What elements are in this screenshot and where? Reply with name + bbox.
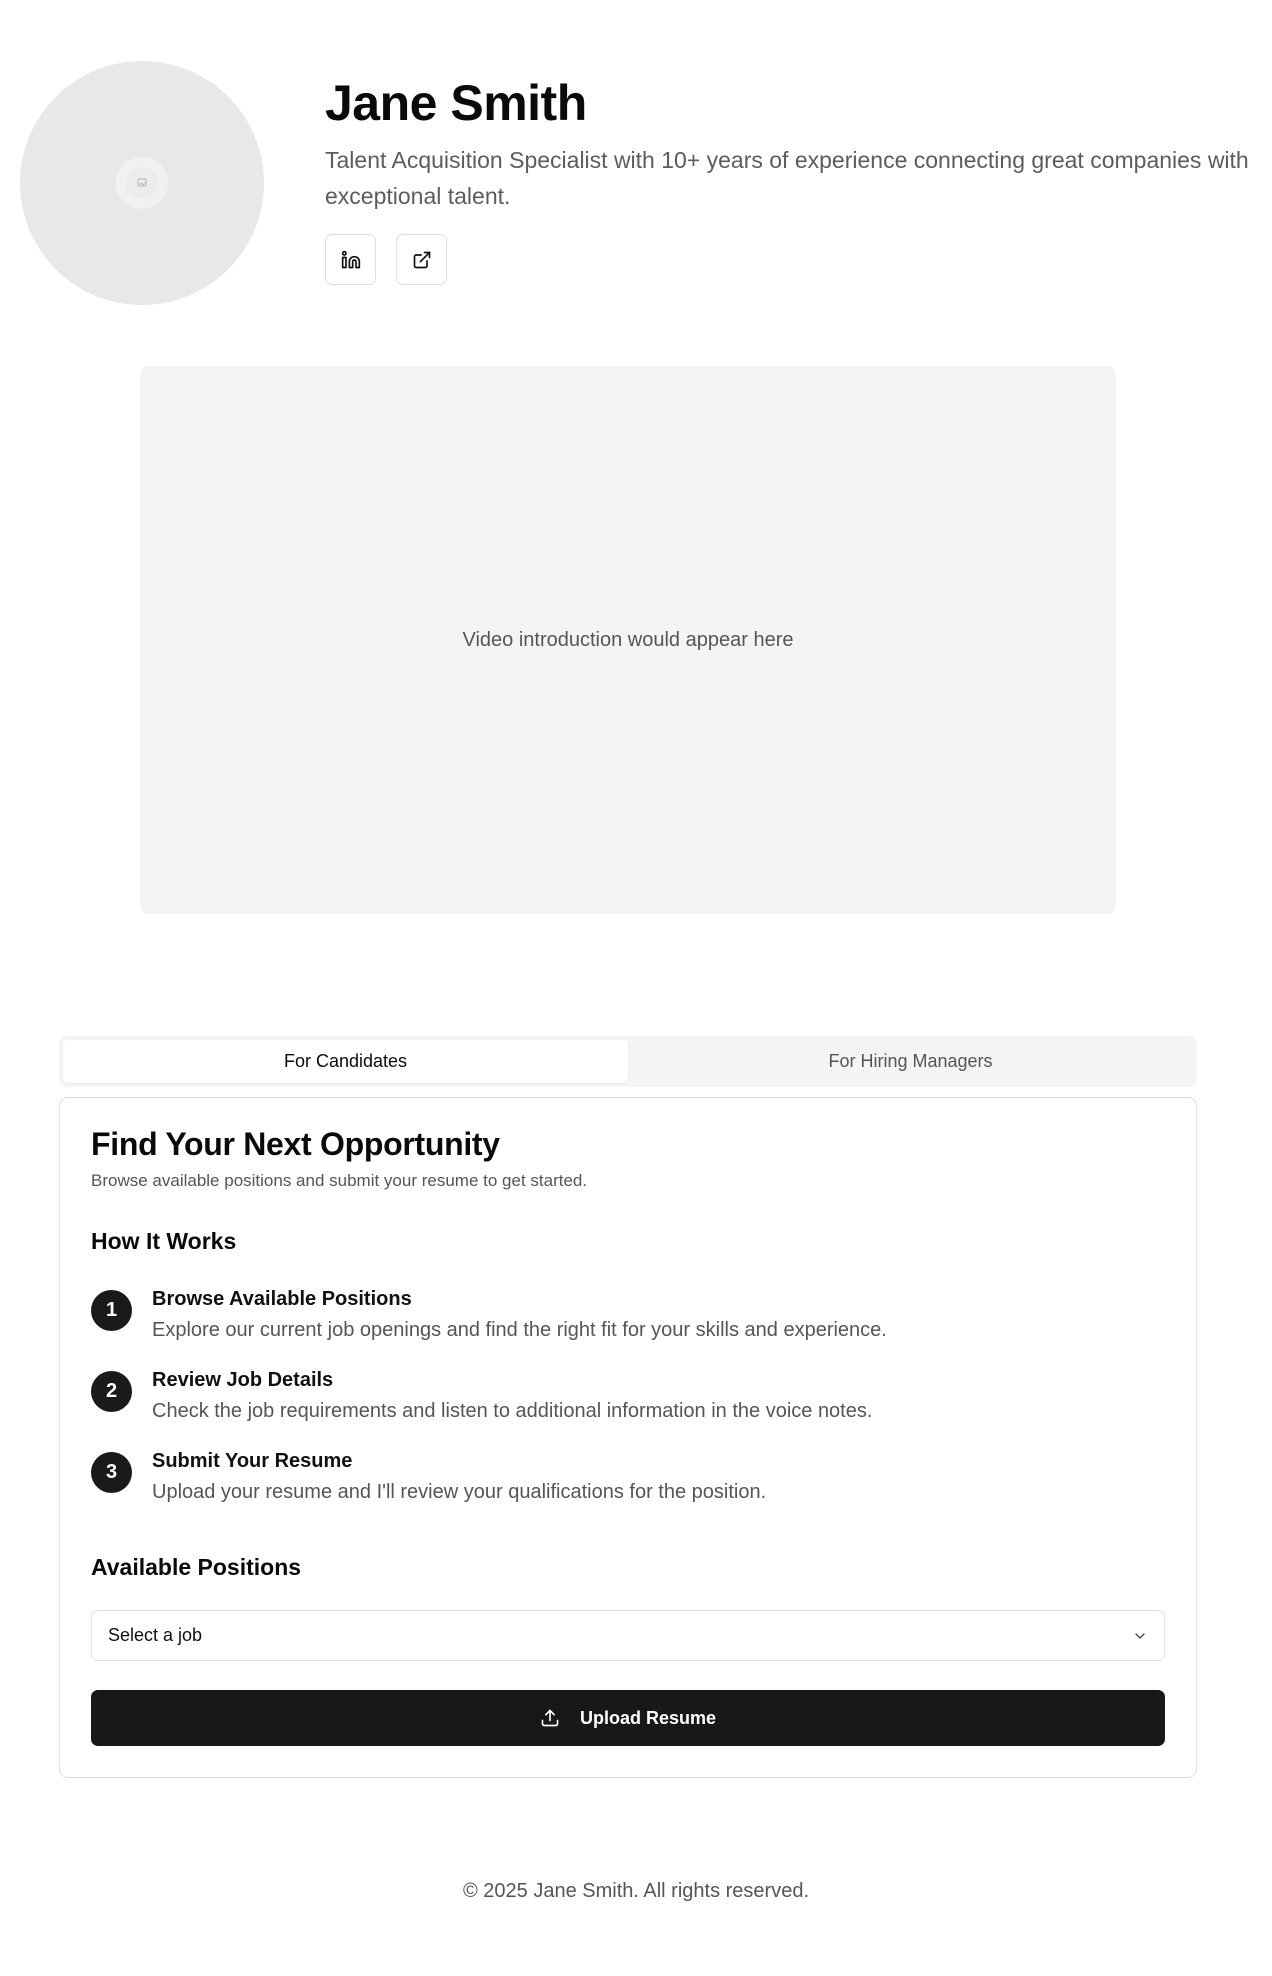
linkedin-icon (341, 250, 361, 270)
step-title: Submit Your Resume (152, 1450, 353, 1472)
audience-tabs (59, 1036, 1197, 1087)
profile-name: Jane Smith (325, 75, 587, 131)
step-item (91, 1290, 1171, 1354)
video-player[interactable] (140, 366, 1116, 914)
video-placeholder-text: Video introduction would appear here (462, 628, 794, 651)
linkedin-button[interactable] (325, 234, 376, 285)
tab-for-candidates[interactable]: For Candidates (63, 1040, 628, 1083)
how-it-works-heading: How It Works (91, 1228, 237, 1254)
upload-icon (540, 1708, 560, 1728)
avatar (20, 61, 264, 305)
profile-bio: Talent Acquisition Specialist with 10+ years of experience connecting great companies with exceptional talent. (325, 147, 1249, 209)
step-title: Review Job Details (152, 1369, 334, 1391)
chevron-down-icon (1132, 1628, 1148, 1644)
step-description: Explore our current job openings and find the right fit for your skills and experience. (152, 1319, 887, 1341)
step-item (91, 1371, 1171, 1435)
step-description: Check the job requirements and listen to additional information in the voice notes. (152, 1400, 873, 1422)
upload-resume-label: Upload Resume (579, 1707, 717, 1728)
footer-copyright: © 2025 Jane Smith. All rights reserved. (462, 1880, 809, 1902)
profile-header (0, 0, 1272, 320)
external-link-button[interactable] (396, 234, 447, 285)
step-number: 2 (91, 1371, 132, 1412)
job-select-value: Select a job (108, 1625, 203, 1645)
step-description: Upload your resume and I'll review your qualifications for the position. (152, 1481, 767, 1503)
upload-resume-button[interactable] (91, 1690, 1165, 1746)
step-number: 3 (91, 1452, 132, 1493)
tab-for-hiring-managers[interactable]: For Hiring Managers (828, 1051, 993, 1071)
external-link-icon (412, 250, 432, 270)
job-select[interactable] (91, 1610, 1165, 1661)
card-subtitle: Browse available positions and submit your resume to get started. (91, 1171, 588, 1190)
candidates-card (59, 1097, 1197, 1778)
step-title: Browse Available Positions (152, 1288, 412, 1310)
available-positions-heading: Available Positions (91, 1554, 302, 1580)
step-number: 1 (91, 1290, 132, 1331)
step-item (91, 1452, 1171, 1516)
image-placeholder-icon (115, 156, 169, 210)
card-title: Find Your Next Opportunity (91, 1126, 500, 1162)
